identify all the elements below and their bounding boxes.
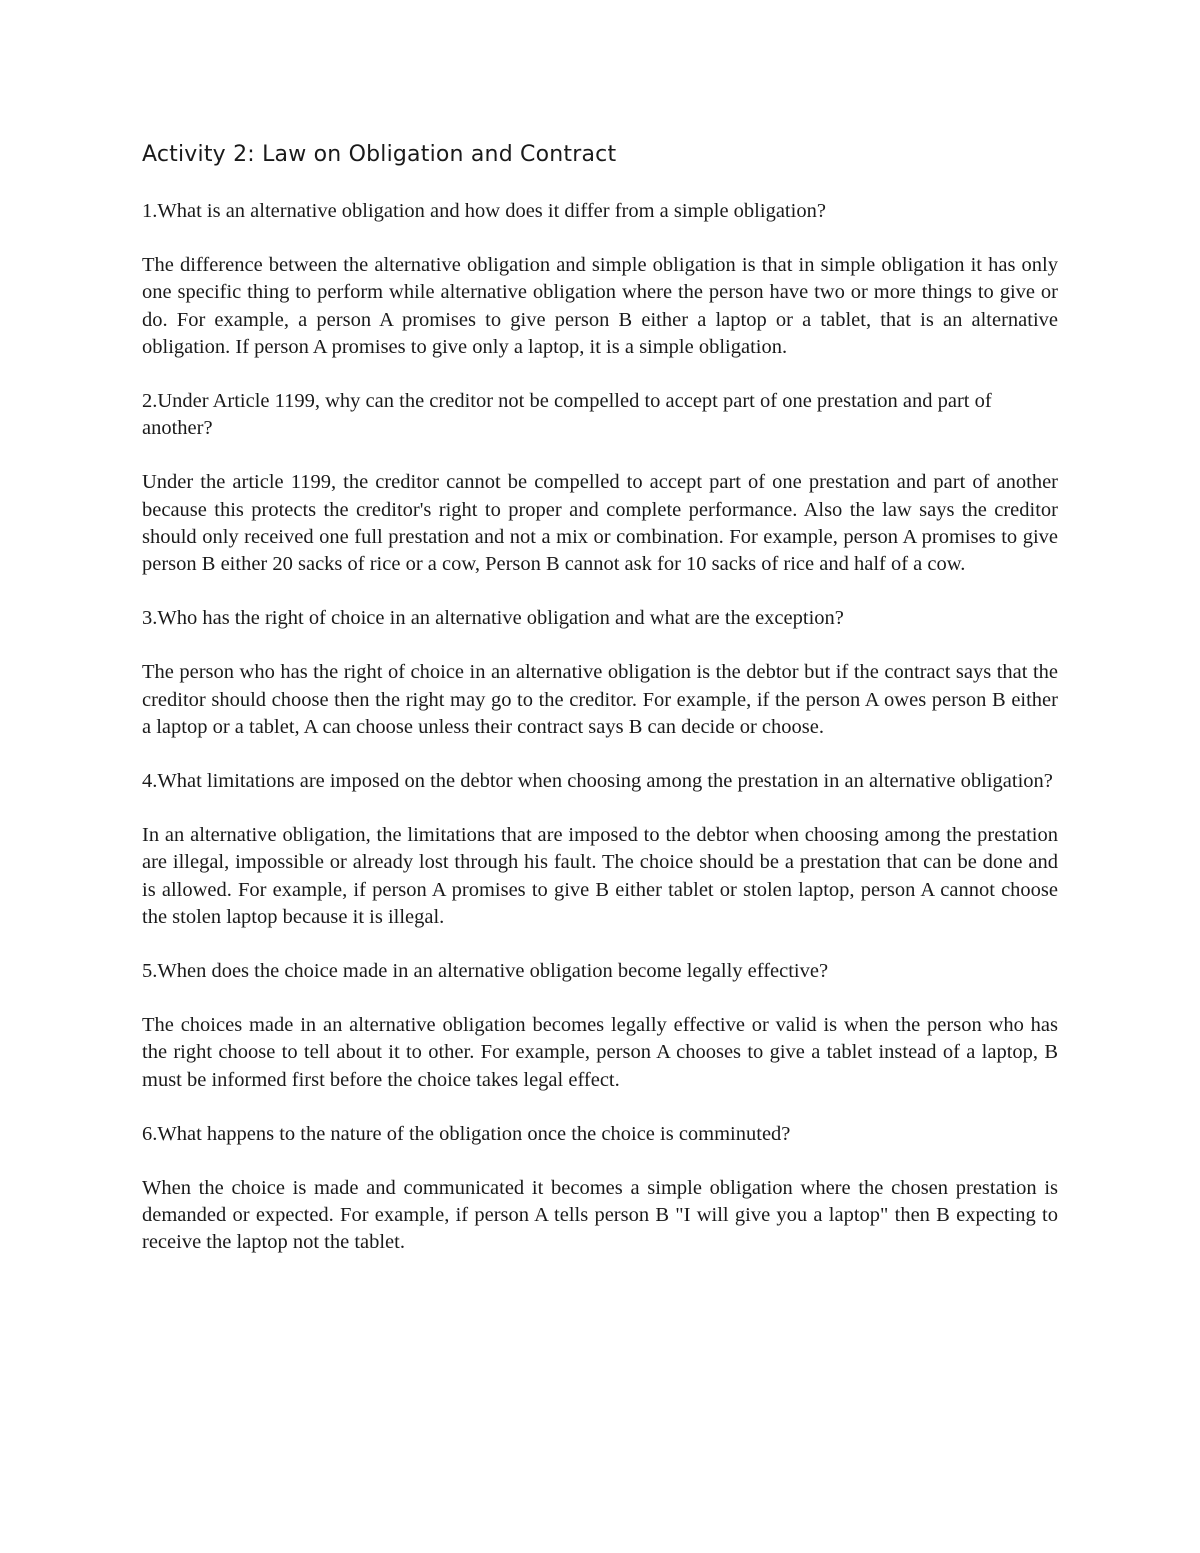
question-number: 3. [142, 607, 158, 630]
answer-3: The person who has the right of choice in an alternative obligation is the debtor but if the contract says that the creditor should choose then the right may go to the creditor. For example, if the person A owes person B either a laptop or a tablet, A can choose unless their contract says B can decide or choose. [142, 661, 1058, 738]
question-5 [142, 958, 1058, 985]
answer-1: The difference between the alternative obligation and simple obligation is that in simple obligation it has only one specific thing to perform while alternative obligation where the person have two or more things to give or do. For example, a person A promises to give person B either a laptop or a tablet, that is an alternative obligation. If person A promises to give only a laptop, it is a simple obligation. [142, 254, 1058, 358]
question-text: What is an alternative obligation and how does it differ from a simple obligation? [157, 200, 826, 222]
answer-6: When the choice is made and communicated it becomes a simple obligation where the chosen prestation is demanded or expected. For example, if person A tells person B "I will give you a laptop" then B expecting to receive the laptop not the tablet. [142, 1177, 1058, 1254]
answer-5: The choices made in an alternative obligation becomes legally effective or valid is when the person who has the right choose to tell about it to other. For example, person A chooses to give a tablet instead of a laptop, B must be informed first before the choice takes legal effect. [142, 1014, 1058, 1091]
answer-2: Under the article 1199, the creditor cannot be compelled to accept part of one prestation and part of another because this protects the creditor's right to proper and complete performance. Also the law says the creditor should only received one full prestation and not a mix or combination. For example, person A promises to give person B either 20 sacks of rice or a cow, Person B cannot ask for 10 sacks of rice and half of a cow. [142, 471, 1058, 576]
document-page [142, 138, 1058, 1284]
qa-item-1 [142, 198, 1058, 361]
question-text: Under Article 1199, why can the creditor not be compelled to accept part of one prestation and part of another? [142, 390, 992, 440]
qa-item-3 [142, 605, 1058, 741]
answer-4: In an alternative obligation, the limitations that are imposed to the debtor when choosing among the prestation are illegal, impossible or already lost through his fault. The choice should be a prestation that can be done and is allowed. For example, if person A promises to give B either tablet or stolen laptop, person A cannot choose the stolen laptop because it is illegal. [142, 824, 1058, 928]
qa-item-2 [142, 388, 1058, 578]
question-text: What limitations are imposed on the debtor when choosing among the prestation in an alternative obligation? [157, 770, 1053, 793]
question-number: 4. [142, 770, 158, 793]
question-4 [142, 768, 1058, 795]
qa-item-4 [142, 768, 1058, 931]
question-number: 6. [142, 1122, 158, 1145]
question-3 [142, 605, 1058, 632]
question-number: 5. [142, 960, 158, 983]
question-2 [142, 388, 1058, 442]
question-text: Who has the right of choice in an alternative obligation and what are the exception? [157, 607, 844, 630]
question-number: 1. [142, 200, 158, 222]
question-number: 2. [142, 390, 158, 413]
qa-item-6 [142, 1121, 1058, 1257]
question-text: When does the choice made in an alternative obligation become legally effective? [157, 960, 829, 983]
question-text: What happens to the nature of the obligation once the choice is comminuted? [157, 1122, 791, 1145]
question-1 [142, 198, 1058, 225]
document-title: Activity 2: Law on Obligation and Contract [142, 142, 617, 167]
qa-item-5 [142, 958, 1058, 1094]
question-6 [142, 1121, 1058, 1148]
